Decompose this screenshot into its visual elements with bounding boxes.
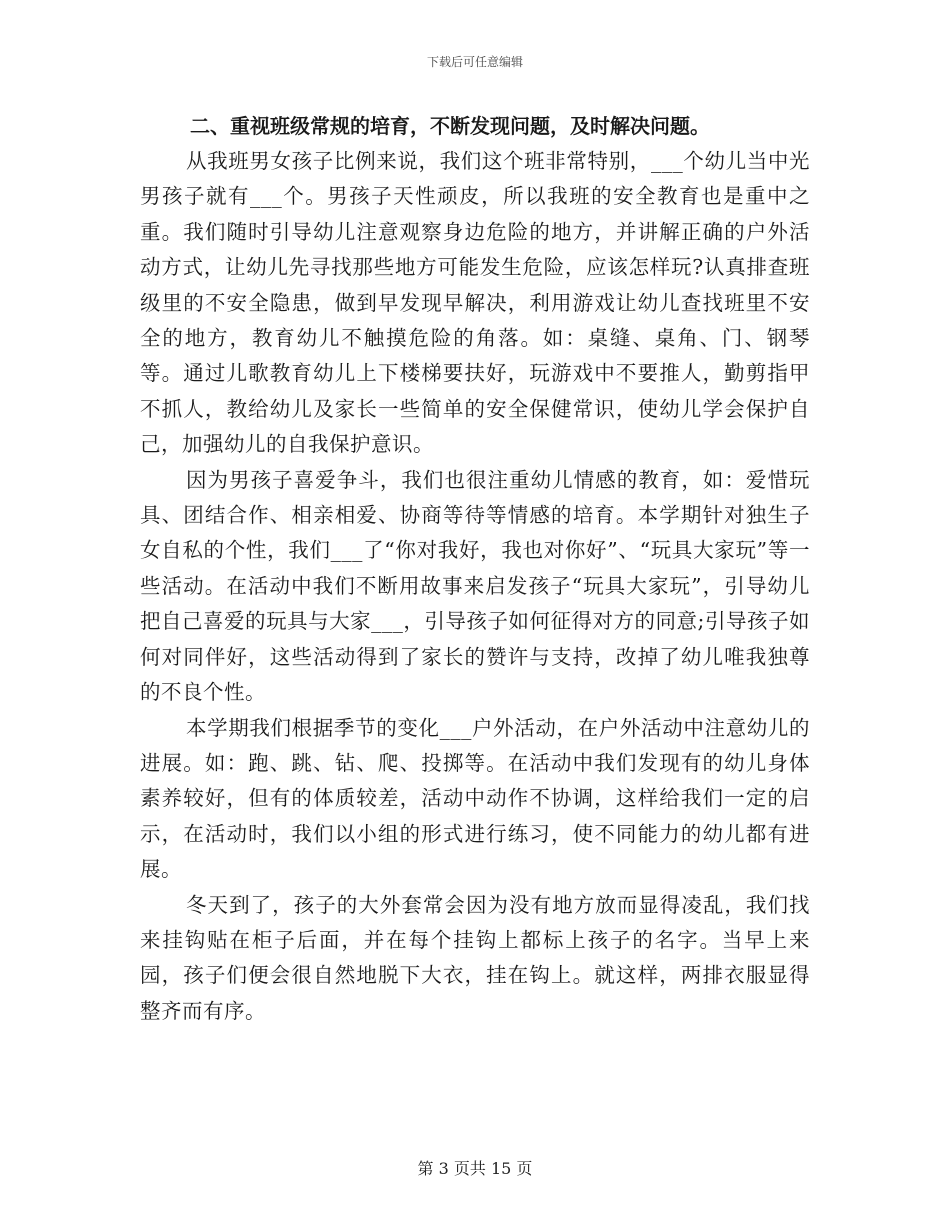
section-heading: 二、重视班级常规的培育，不断发现问题，及时解决问题。 (190, 114, 710, 138)
paragraph-emotion: 因为男孩子喜爱争斗，我们也很注重幼儿情感的教育，如：爱惜玩具、团结合作、相亲相爱、协商等待等情感的培育。本学期针对独生子女自私的个性，我们___了“你对我好，我也对你好”、“玩具大家玩”等一些活动。在活动中我们不断用故事来启发孩子“玩具大家玩”，引导幼儿把自己喜爱的玩具与大家___，引导孩子如何征得对方的同意;引导孩子如何对同伴好，这些活动得到了家长的赞许与支持，改掉了幼儿唯我独尊的不良个性。 (140, 467, 810, 705)
document-body (140, 108, 810, 1029)
paragraph-safety: 从我班男女孩子比例来说，我们这个班非常特别，___个幼儿当中光男孩子就有___个。男孩子天性顽皮，所以我班的安全教育也是重中之重。我们随时引导幼儿注意观察身边危险的地方，并讲解正确的户外活动方式，让幼儿先寻找那些地方可能发生危险，应该怎样玩?认真排查班级里的不安全隐患，做到早发现早解决，利用游戏让幼儿查找班里不安全的地方，教育幼儿不触摸危险的角落。如：桌缝、桌角、门、钢琴等。通过儿歌教育幼儿上下楼梯要扶好，玩游戏中不要推人，勤剪指甲不抓人，教给幼儿及家长一些简单的安全保健常识，使幼儿学会保护自己，加强幼儿的自我保护意识。 (140, 149, 810, 457)
paragraph-winter: 冬天到了，孩子的大外套常会因为没有地方放而显得凌乱，我们找来挂钩贴在柜子后面，并在每个挂钩上都标上孩子的名字。当早上来园，孩子们便会很自然地脱下大衣，挂在钩上。就这样，两排衣服显得整齐而有序。 (140, 892, 810, 1023)
header-note: 下载后可任意编辑 (426, 55, 523, 69)
paragraph-outdoor: 本学期我们根据季节的变化___户外活动，在户外活动中注意幼儿的进展。如：跑、跳、钻、爬、投掷等。在活动中我们发现有的幼儿身体素养较好，但有的体质较差，活动中动作不协调，这样给我们一定的启示，在活动时，我们以小组的形式进行练习，使不同能力的幼儿都有进展。 (140, 715, 810, 882)
page-number: 第 3 页共 15 页 (417, 1159, 533, 1178)
